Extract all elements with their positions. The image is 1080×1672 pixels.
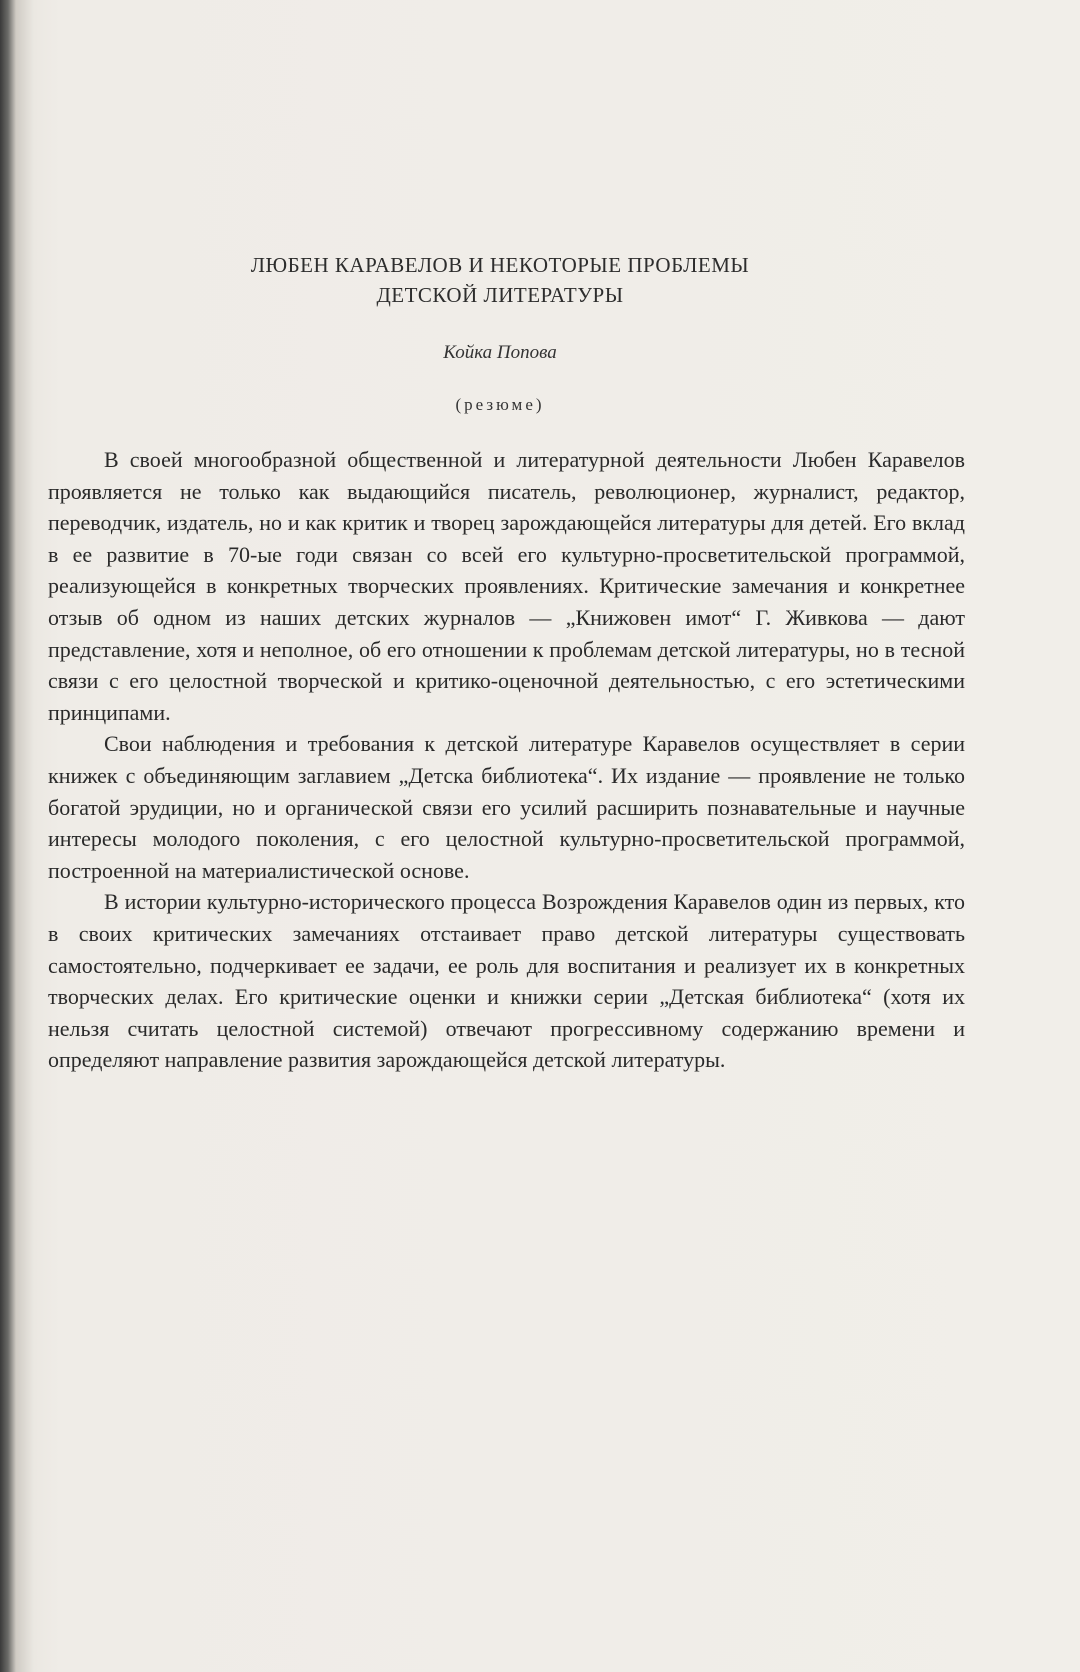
title-line-2: ДЕТСКОЙ ЛИТЕРАТУРЫ: [376, 283, 624, 307]
paragraph-3: В истории культурно-исторического процесса Возрождения Каравелов один из первых, кто в своих критических замечаниях отстаивает право детской литературы существовать самостоятельно, подчеркивает ее задачи, ее роль для воспитания и реализует их в конкретных творческих делах. Его критические оценки и книжки серии „Детская библиотека“ (хотя их нельзя считать целостной системой) отвечают прогрессивному содержанию времени и определяют направление развития зарождающейся детской литературы.: [48, 889, 965, 1073]
summary-label: (резюме): [455, 395, 545, 414]
title-line-1: ЛЮБЕН КАРАВЕЛОВ И НЕКОТОРЫЕ ПРОБЛЕМЫ: [250, 253, 750, 277]
article-title: [0, 250, 1000, 310]
paragraph-1: В своей многообразной общественной и литературной деятельности Любен Каравелов проявляется не только как выдающийся писатель, революционер, журналист, редактор, переводчик, издатель, но и как критик и творец зарождающейся литературы для детей. Его вклад в ее развитие в 70-ые годи связан со всей его культурно-просветительской программой, реализующейся в конкретных творческих проявлениях. Критические замечания и конкретнее отзыв об одном из наших детских журналов — „Книжовен имот“ Г. Живкова — дают представление, хотя и неполное, об его отношении к проблемам детской литературы, но в тесной связи с его целостной творческой и критико-оценочной деятельностью, с его эстетическими принципами.: [48, 447, 965, 725]
article-body: [48, 444, 965, 1076]
author-name: Койка Попова: [443, 342, 557, 363]
paragraph-2: Свои наблюдения и требования к детской литературе Каравелов осуществляет в серии книжек с объединяющим заглавием „Детска библиотека“. Их издание — проявление не только богатой эрудиции, но и органической связи его усилий расширить познавательные и научные интересы молодого поколения, с его целостной культурно-просветительской программой, построенной на материалистической основе.: [48, 731, 965, 883]
